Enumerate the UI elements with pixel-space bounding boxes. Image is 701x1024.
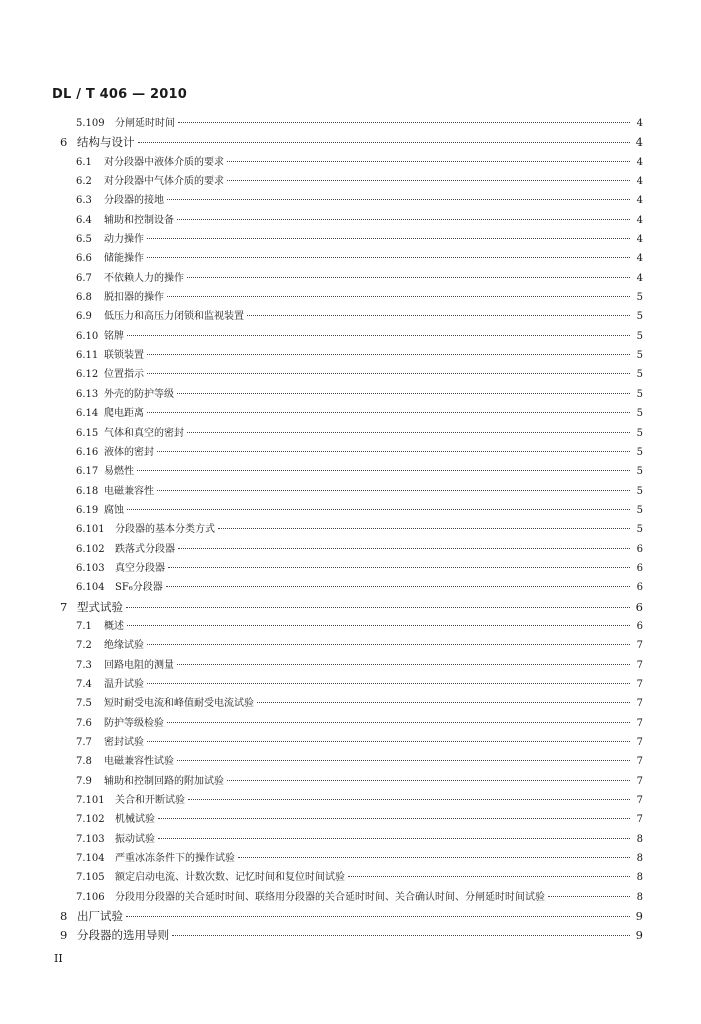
toc-dot-leader — [167, 199, 630, 200]
toc-entry-page: 4 — [636, 272, 643, 284]
toc-entry-title: 分段器的选用导则 — [77, 928, 169, 943]
toc-entry-number: 7.102 — [76, 814, 105, 826]
toc-entry-page: 7 — [636, 640, 643, 652]
toc-entry-title: 辅助和控制回路的附加试验 — [104, 775, 224, 787]
toc-entry[interactable] — [0, 791, 701, 810]
toc-entry-title: 结构与设计 — [77, 135, 135, 150]
toc-entry-number: 6.1 — [76, 156, 92, 168]
toc-entry-title: 动力操作 — [104, 234, 144, 246]
toc-dot-leader — [147, 354, 630, 355]
toc-entry-title: 爬电距离 — [104, 408, 144, 420]
toc-entry-page: 5 — [636, 466, 643, 478]
toc-entry-page: 7 — [636, 659, 643, 671]
toc-dot-leader — [172, 935, 630, 936]
toc-dot-leader — [247, 315, 630, 316]
toc-entry-number: 6.2 — [76, 176, 92, 188]
toc-dot-leader — [187, 277, 630, 278]
toc-entry-page: 5 — [636, 330, 643, 342]
toc-dot-leader — [147, 644, 630, 645]
toc-dot-leader — [167, 296, 630, 297]
toc-dot-leader — [147, 373, 630, 374]
toc-entry-page: 5 — [636, 524, 643, 536]
toc-entry-page: 4 — [636, 156, 643, 168]
toc-entry-title: 气体和真空的密封 — [104, 427, 184, 439]
toc-dot-leader — [177, 219, 630, 220]
toc-dot-leader — [126, 916, 630, 917]
toc-entry[interactable] — [0, 230, 701, 249]
toc-dot-leader — [257, 702, 630, 703]
toc-entry-title: 低压力和高压力闭锁和监视装置 — [104, 311, 244, 323]
toc-entry-number: 7.106 — [76, 891, 105, 903]
toc-entry-number: 6.104 — [76, 582, 105, 594]
toc-entry-page: 4 — [636, 118, 643, 129]
toc-entry-number: 7.104 — [76, 853, 105, 865]
toc-entry-number: 9 — [60, 928, 68, 943]
toc-entry[interactable] — [0, 656, 701, 675]
toc-entry-number: 6.13 — [76, 388, 99, 400]
toc-entry[interactable] — [0, 153, 701, 172]
toc-entry-title: 外壳的防护等级 — [104, 388, 174, 400]
toc-entry-number: 7.3 — [76, 659, 92, 671]
toc-entry-title: 联锁装置 — [104, 350, 144, 362]
toc-entry-page: 5 — [636, 311, 643, 323]
toc-entry[interactable] — [0, 191, 701, 210]
toc-entry[interactable] — [0, 249, 701, 268]
toc-entry-page: 8 — [636, 853, 643, 865]
toc-entry-title: 跌落式分段器 — [115, 543, 175, 555]
toc-entry-number: 6.101 — [76, 524, 105, 536]
toc-dot-leader — [157, 451, 630, 452]
toc-entry[interactable] — [0, 385, 701, 404]
toc-entry-title: 位置指示 — [104, 369, 144, 381]
toc-entry-title: 概述 — [104, 620, 124, 632]
toc-dot-leader — [167, 722, 630, 723]
toc-entry-number: 6.7 — [76, 272, 92, 284]
toc-entry-page: 7 — [636, 737, 643, 748]
toc-entry[interactable] — [0, 443, 701, 462]
toc-entry-page: 5 — [636, 369, 643, 381]
toc-entry-page: 7 — [636, 698, 643, 710]
toc-dot-leader — [147, 412, 630, 413]
toc-dot-leader — [147, 683, 630, 684]
toc-dot-leader — [548, 896, 630, 897]
toc-entry-number: 8 — [60, 909, 68, 924]
toc-entry-number: 6.10 — [76, 330, 99, 342]
document-code-header: DL / T 406 — 2010 — [52, 87, 188, 102]
toc-dot-leader — [127, 335, 630, 336]
toc-entry-number: 7.2 — [76, 640, 92, 652]
toc-entry-number: 6.11 — [76, 350, 99, 362]
toc-entry-page: 7 — [636, 775, 643, 787]
toc-entry[interactable] — [0, 482, 701, 501]
toc-entry[interactable] — [0, 772, 701, 791]
toc-entry[interactable] — [0, 269, 701, 288]
toc-entry[interactable] — [0, 172, 701, 191]
toc-entry-number: 7.6 — [76, 717, 92, 729]
toc-entry-page: 8 — [636, 891, 643, 903]
page-number-footer: II — [54, 952, 63, 965]
toc-entry-number: 6.18 — [76, 485, 99, 497]
toc-dot-leader — [127, 625, 630, 626]
toc-dot-leader — [147, 257, 630, 258]
toc-entry-page: 5 — [636, 504, 643, 516]
toc-entry-page: 5 — [636, 350, 643, 362]
toc-entry[interactable] — [0, 559, 701, 578]
toc-entry-page: 7 — [636, 717, 643, 729]
toc-entry[interactable] — [0, 211, 701, 230]
toc-entry[interactable] — [0, 849, 701, 868]
toc-entry[interactable] — [0, 307, 701, 326]
toc-entry-title: 不依赖人力的操作 — [104, 272, 184, 284]
toc-entry-number: 6.14 — [76, 408, 99, 420]
toc-entry-number: 6.19 — [76, 504, 99, 516]
toc-entry-title: 对分段器中液体介质的要求 — [104, 156, 224, 168]
toc-entry-title: 出厂试验 — [77, 909, 123, 924]
toc-dot-leader — [177, 664, 630, 665]
toc-entry-number: 7.4 — [76, 678, 92, 690]
toc-entry-page: 6 — [635, 599, 643, 614]
toc-entry-number: 5.109 — [76, 118, 105, 129]
toc-entry-number: 6.16 — [76, 446, 99, 458]
toc-entry-title: 型式试验 — [77, 599, 123, 614]
toc-entry-title: 真空分段器 — [115, 562, 165, 574]
toc-entry-number: 6.3 — [76, 195, 92, 207]
toc-entry[interactable] — [0, 327, 701, 346]
toc-dot-leader — [177, 760, 630, 761]
toc-dot-leader — [127, 509, 630, 510]
toc-entry-page: 4 — [635, 135, 643, 150]
toc-entry[interactable] — [0, 617, 701, 636]
toc-entry[interactable] — [0, 133, 701, 152]
toc-entry-page: 9 — [635, 909, 643, 924]
toc-entry[interactable] — [0, 714, 701, 733]
toc-dot-leader — [178, 122, 630, 123]
toc-entry-number: 7.7 — [76, 737, 92, 748]
toc-entry-number: 7.9 — [76, 775, 92, 787]
toc-entry[interactable] — [0, 114, 701, 133]
toc-entry[interactable] — [0, 578, 701, 597]
toc-entry-page: 4 — [636, 253, 643, 265]
toc-entry[interactable] — [0, 501, 701, 520]
toc-entry-number: 7.5 — [76, 698, 92, 710]
toc-entry-page: 4 — [636, 214, 643, 226]
toc-dot-leader — [137, 470, 630, 471]
toc-entry[interactable] — [0, 810, 701, 829]
toc-entry-title: 电磁兼容性 — [104, 485, 154, 497]
toc-dot-leader — [227, 180, 630, 181]
toc-entry[interactable] — [0, 733, 701, 752]
toc-entry[interactable] — [0, 346, 701, 365]
toc-entry-number: 7.101 — [76, 795, 105, 807]
toc-entry-number: 6.5 — [76, 234, 92, 246]
toc-entry-page: 7 — [636, 756, 643, 768]
toc-entry[interactable] — [0, 907, 701, 926]
toc-entry-title: 短时耐受电流和峰值耐受电流试验 — [104, 698, 254, 710]
toc-entry-number: 6.17 — [76, 466, 99, 478]
toc-entry-page: 8 — [636, 872, 643, 884]
toc-dot-leader — [227, 780, 630, 781]
toc-entry-number: 6.102 — [76, 543, 105, 555]
toc-entry-page: 6 — [636, 620, 643, 632]
toc-dot-leader — [147, 238, 630, 239]
toc-entry-title: 分段器的接地 — [104, 195, 164, 207]
toc-entry-title: 腐蚀 — [104, 504, 124, 516]
toc-entry[interactable] — [0, 540, 701, 559]
toc-dot-leader — [348, 876, 630, 877]
toc-dot-leader — [177, 393, 630, 394]
toc-dot-leader — [178, 548, 630, 549]
toc-entry[interactable] — [0, 404, 701, 423]
toc-entry-page: 5 — [636, 427, 643, 439]
toc-entry[interactable] — [0, 520, 701, 539]
toc-entry[interactable] — [0, 288, 701, 307]
toc-entry[interactable] — [0, 868, 701, 887]
toc-entry[interactable] — [0, 694, 701, 713]
toc-dot-leader — [166, 586, 630, 587]
toc-entry-title: 脱扣器的操作 — [104, 292, 164, 304]
toc-entry-title: SF₆分段器 — [115, 582, 163, 594]
toc-entry[interactable] — [0, 888, 701, 907]
toc-entry-page: 5 — [636, 446, 643, 458]
toc-dot-leader — [218, 528, 630, 529]
toc-entry-number: 6.15 — [76, 427, 99, 439]
toc-dot-leader — [158, 838, 630, 839]
toc-dot-leader — [157, 490, 630, 491]
toc-entry-page: 5 — [636, 485, 643, 497]
toc-entry-title: 储能操作 — [104, 253, 144, 265]
toc-entry-title: 关合和开断试验 — [115, 795, 185, 807]
toc-entry-page: 7 — [636, 795, 643, 807]
toc-dot-leader — [126, 607, 630, 608]
toc-entry[interactable] — [0, 365, 701, 384]
toc-entry-title: 分段用分段器的关合延时时间、联络用分段器的关合延时时间、关合确认时间、分闸延时时间试验 — [115, 891, 545, 903]
toc-entry-title: 绝缘试验 — [104, 640, 144, 652]
toc-entry-title: 液体的密封 — [104, 446, 154, 458]
toc-entry-page: 9 — [635, 928, 643, 943]
toc-entry-page: 4 — [636, 195, 643, 207]
table-of-contents — [0, 114, 701, 946]
toc-dot-leader — [138, 142, 631, 143]
toc-entry-number: 6 — [60, 135, 68, 150]
toc-dot-leader — [227, 161, 630, 162]
toc-dot-leader — [187, 432, 630, 433]
toc-entry[interactable] — [0, 675, 701, 694]
toc-entry-number: 7.1 — [76, 620, 92, 632]
toc-entry-title: 振动试验 — [115, 833, 155, 845]
toc-entry-title: 密封试验 — [104, 737, 144, 748]
toc-entry-page: 4 — [636, 234, 643, 246]
toc-entry-page: 4 — [636, 176, 643, 188]
toc-entry-title: 铭牌 — [104, 330, 124, 342]
toc-entry-number: 6.12 — [76, 369, 99, 381]
toc-entry-number: 7 — [60, 599, 68, 614]
toc-entry-number: 7.8 — [76, 756, 92, 768]
toc-entry-title: 机械试验 — [115, 814, 155, 826]
toc-entry[interactable] — [0, 462, 701, 481]
toc-dot-leader — [158, 818, 630, 819]
toc-dot-leader — [188, 799, 630, 800]
toc-entry-page: 7 — [636, 814, 643, 826]
toc-entry-number: 6.6 — [76, 253, 92, 265]
toc-entry-page: 8 — [636, 833, 643, 845]
toc-entry[interactable] — [0, 424, 701, 443]
toc-entry-number: 6.103 — [76, 562, 105, 574]
toc-entry-page: 6 — [636, 562, 643, 574]
toc-entry-title: 对分段器中气体介质的要求 — [104, 176, 224, 188]
toc-entry-title: 电磁兼容性试验 — [104, 756, 174, 768]
toc-entry-number: 6.9 — [76, 311, 92, 323]
toc-entry-title: 辅助和控制设备 — [104, 214, 174, 226]
toc-entry-page: 5 — [636, 388, 643, 400]
toc-entry-page: 6 — [636, 543, 643, 555]
toc-entry[interactable] — [0, 926, 701, 945]
toc-entry-title: 易燃性 — [104, 466, 134, 478]
toc-dot-leader — [238, 857, 630, 858]
toc-entry-title: 温升试验 — [104, 678, 144, 690]
toc-entry-page: 7 — [636, 678, 643, 690]
toc-dot-leader — [168, 567, 630, 568]
toc-entry-title: 回路电阻的测量 — [104, 659, 174, 671]
toc-entry-number: 6.8 — [76, 292, 92, 304]
toc-entry-number: 7.105 — [76, 872, 105, 884]
toc-entry[interactable] — [0, 636, 701, 655]
toc-entry-number: 7.103 — [76, 833, 105, 845]
toc-entry-title: 额定启动电流、计数次数、记忆时间和复位时间试验 — [115, 872, 345, 884]
toc-entry-title: 严重冰冻条件下的操作试验 — [115, 853, 235, 865]
toc-entry-page: 5 — [636, 408, 643, 420]
toc-entry[interactable] — [0, 830, 701, 849]
toc-entry-title: 防护等级检验 — [104, 717, 164, 729]
toc-entry-page: 6 — [636, 582, 643, 594]
toc-entry-number: 6.4 — [76, 214, 92, 226]
toc-entry-title: 分段器的基本分类方式 — [115, 524, 215, 536]
toc-dot-leader — [147, 741, 630, 742]
toc-entry[interactable] — [0, 752, 701, 771]
toc-entry[interactable] — [0, 598, 701, 617]
toc-entry-page: 5 — [636, 292, 643, 304]
toc-entry-title: 分闸延时时间 — [115, 118, 175, 129]
